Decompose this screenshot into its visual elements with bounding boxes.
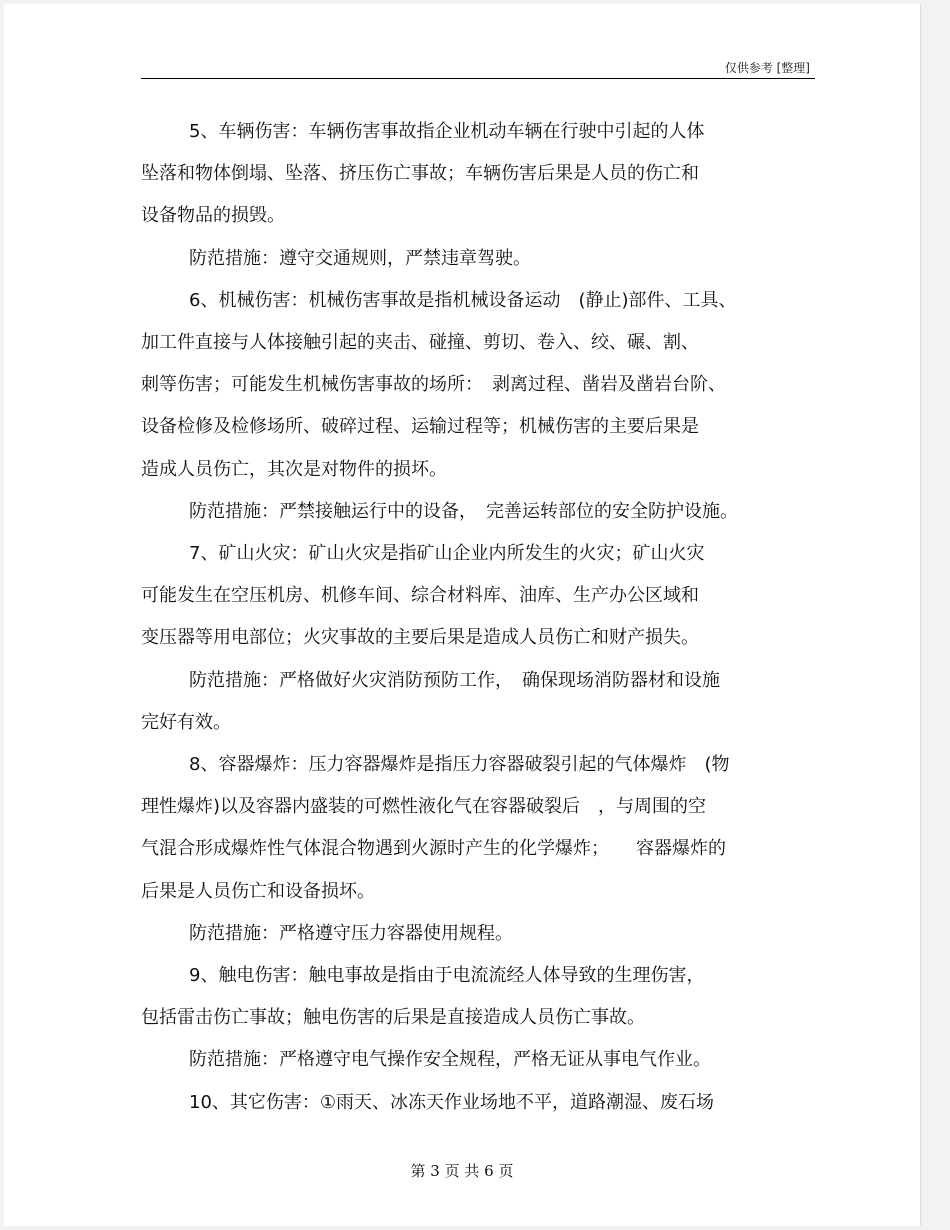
text-line: 刺等伤害；可能发生机械伤害事故的场所： 剥离过程、凿岩及凿岩台阶、 [141,374,726,395]
page-footer: 第 3 页 共 6 页 [410,1162,514,1180]
text-line: 防范措施：遵守交通规则，严禁违章驾驶。 [189,248,531,269]
text-line: 设备检修及检修场所、破碎过程、运输过程等；机械伤害的主要后果是 [141,416,699,437]
header-note: 仅供参考 [整理] [724,61,810,75]
text-line: 气混合形成爆炸性气体混合物遇到火源时产生的化学爆炸； 容器爆炸的 [141,838,726,859]
text-line: 造成人员伤亡，其次是对物件的损坏。 [141,459,447,480]
header-divider [141,78,815,79]
text-line: 5、车辆伤害：车辆伤害事故指企业机动车辆在行驶中引起的人体 [189,121,705,142]
text-line: 8、容器爆炸：压力容器爆炸是指压力容器破裂引起的气体爆炸 (物 [189,754,730,775]
text-line: 包括雷击伤亡事故；触电伤害的后果是直接造成人员伤亡事故。 [141,1007,645,1028]
text-line: 防范措施：严格遵守电气操作安全规程，严格无证从事电气作业。 [189,1049,711,1070]
text-line: 完好有效。 [141,712,231,733]
text-line: 可能发生在空压机房、机修车间、综合材料库、油库、生产办公区域和 [141,585,699,606]
text-line: 后果是人员伤亡和设备损坏。 [141,881,375,902]
text-line: 防范措施：严禁接触运行中的设备， 完善运转部位的安全防护设施。 [189,501,738,522]
text-line: 10、其它伤害：①雨天、冰冻天作业场地不平，道路潮湿、废石场 [189,1092,715,1113]
text-line: 理性爆炸)以及容器内盛装的可燃性液化气在容器破裂后 ，与周围的空 [141,796,707,817]
text-line: 7、矿山火灾：矿山火灾是指矿山企业内所发生的火灾；矿山火灾 [189,543,705,564]
document-page [4,4,921,1226]
text-line: 9、触电伤害：触电事故是指由于电流流经人体导致的生理伤害， [189,965,705,986]
text-line: 6、机械伤害：机械伤害事故是指机械设备运动 (静止)部件、工具、 [189,290,737,311]
text-line: 防范措施：严格做好火灾消防预防工作， 确保现场消防器材和设施 [189,670,720,691]
text-line: 防范措施：严格遵守压力容器使用规程。 [189,923,513,944]
text-line: 变压器等用电部位；火灾事故的主要后果是造成人员伤亡和财产损失。 [141,627,699,648]
text-line: 坠落和物体倒塌、坠落、挤压伤亡事故；车辆伤害后果是人员的伤亡和 [141,163,699,184]
text-line: 设备物品的损毁。 [141,205,285,226]
text-line: 加工件直接与人体接触引起的夹击、碰撞、剪切、卷入、绞、碾、割、 [141,332,699,353]
